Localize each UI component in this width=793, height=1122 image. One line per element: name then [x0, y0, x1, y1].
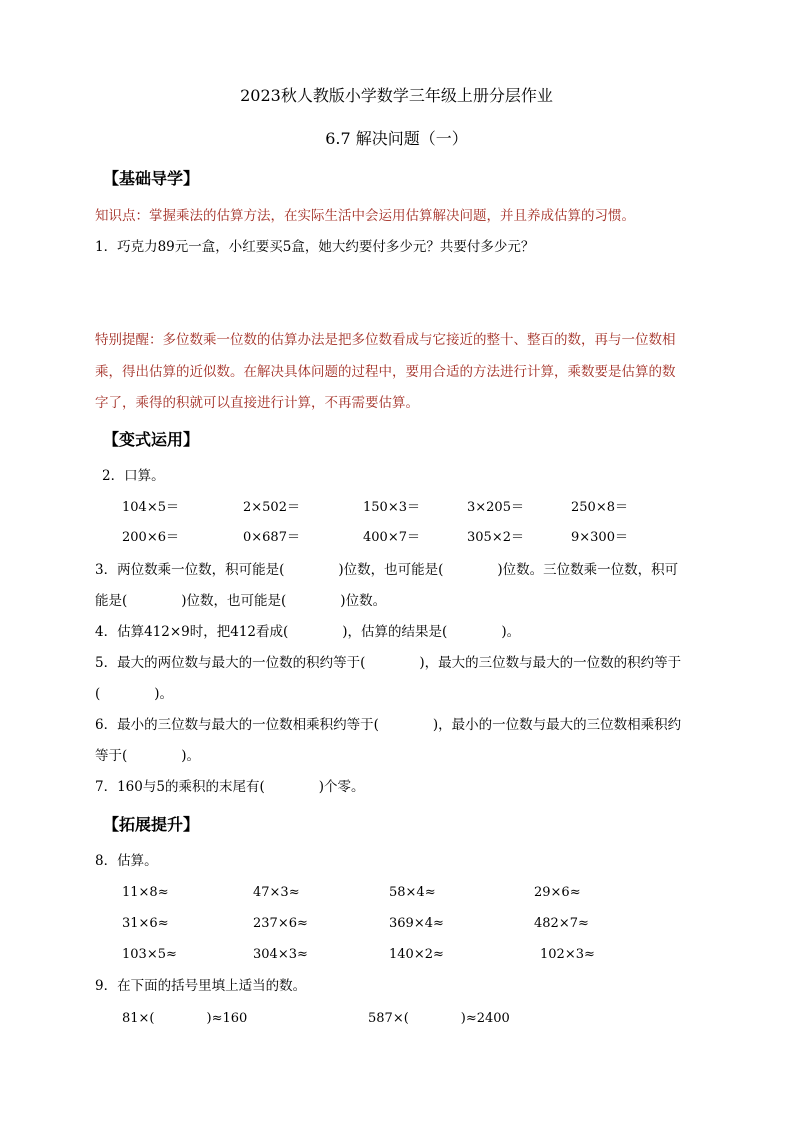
calc-item: 305×2＝	[467, 530, 524, 545]
tip-line-1: 特别提醒：多位数乘一位数的估算办法是把多位数看成与它接近的整十、整百的数，再与一位数相	[95, 332, 676, 348]
question-7: 7．160与5的乘积的末尾有( )个零。	[95, 779, 365, 795]
calc-item: 150×3＝	[363, 500, 420, 515]
fill-item: 81×( )≈160	[122, 1011, 248, 1026]
calc-item: 200×6＝	[122, 530, 179, 545]
estimate-item: 304×3≈	[253, 947, 308, 962]
calc-item: 9×300＝	[571, 530, 628, 545]
section-extension: 【拓展提升】	[103, 815, 200, 834]
calc-item: 2×502＝	[243, 500, 300, 515]
question-3-line-1: 3．两位数乘一位数，积可能是( )位数，也可能是( )位数。三位数乘一位数，积可	[95, 562, 679, 578]
question-3-line-2: 能是( )位数，也可能是( )位数。	[95, 593, 387, 609]
question-6-line-2: 等于( )。	[95, 748, 201, 764]
estimate-item: 369×4≈	[389, 916, 444, 931]
fill-item: 587×( )≈2400	[368, 1011, 510, 1026]
question-5-line-1: 5．最大的两位数与最大的一位数的积约等于( )，最大的三位数与最大的一位数的积约等于	[95, 655, 682, 671]
page-subtitle: 6.7 解决问题（一）	[325, 129, 468, 148]
calc-item: 400×7＝	[363, 530, 420, 545]
question-8-label: 8．估算。	[95, 853, 158, 869]
estimate-item: 29×6≈	[534, 885, 581, 900]
calc-item: 3×205＝	[467, 500, 524, 515]
question-5-line-2: ( )。	[95, 686, 174, 702]
estimate-item: 102×3≈	[540, 947, 595, 962]
page-title: 2023秋人教版小学数学三年级上册分层作业	[240, 86, 553, 105]
calc-item: 104×5＝	[122, 500, 179, 515]
question-6-line-1: 6．最小的三位数与最大的一位数相乘积约等于( )，最小的一位数与最大的三位数相乘积约	[95, 717, 682, 733]
estimate-item: 237×6≈	[253, 916, 308, 931]
estimate-item: 482×7≈	[534, 916, 589, 931]
tip-line-2: 乘，得出估算的近似数。在解决具体问题的过程中，要用合适的方法进行计算，乘数要是估算的数	[95, 364, 676, 380]
question-1: 1．巧克力89元一盒，小红要买5盒，她大约要付多少元？共要付多少元？	[95, 239, 535, 255]
section-variation: 【变式运用】	[103, 430, 200, 449]
estimate-item: 11×8≈	[122, 885, 169, 900]
tip-line-3: 字了，乘得的积就可以直接进行计算，不再需要估算。	[95, 395, 419, 411]
knowledge-point: 知识点：掌握乘法的估算方法，在实际生活中会运用估算解决问题，并且养成估算的习惯。	[95, 208, 635, 224]
question-4: 4．估算412×9时，把412看成( )，估算的结果是( )。	[95, 624, 521, 640]
estimate-item: 47×3≈	[253, 885, 300, 900]
section-basic: 【基础导学】	[103, 169, 200, 188]
question-9-label: 9．在下面的括号里填上适当的数。	[95, 978, 307, 994]
estimate-item: 31×6≈	[122, 916, 169, 931]
estimate-item: 58×4≈	[389, 885, 436, 900]
estimate-item: 103×5≈	[122, 947, 177, 962]
estimate-item: 140×2≈	[389, 947, 444, 962]
calc-item: 0×687＝	[243, 530, 300, 545]
calc-item: 250×8＝	[571, 500, 628, 515]
question-2-label: 2．口算。	[102, 468, 165, 484]
